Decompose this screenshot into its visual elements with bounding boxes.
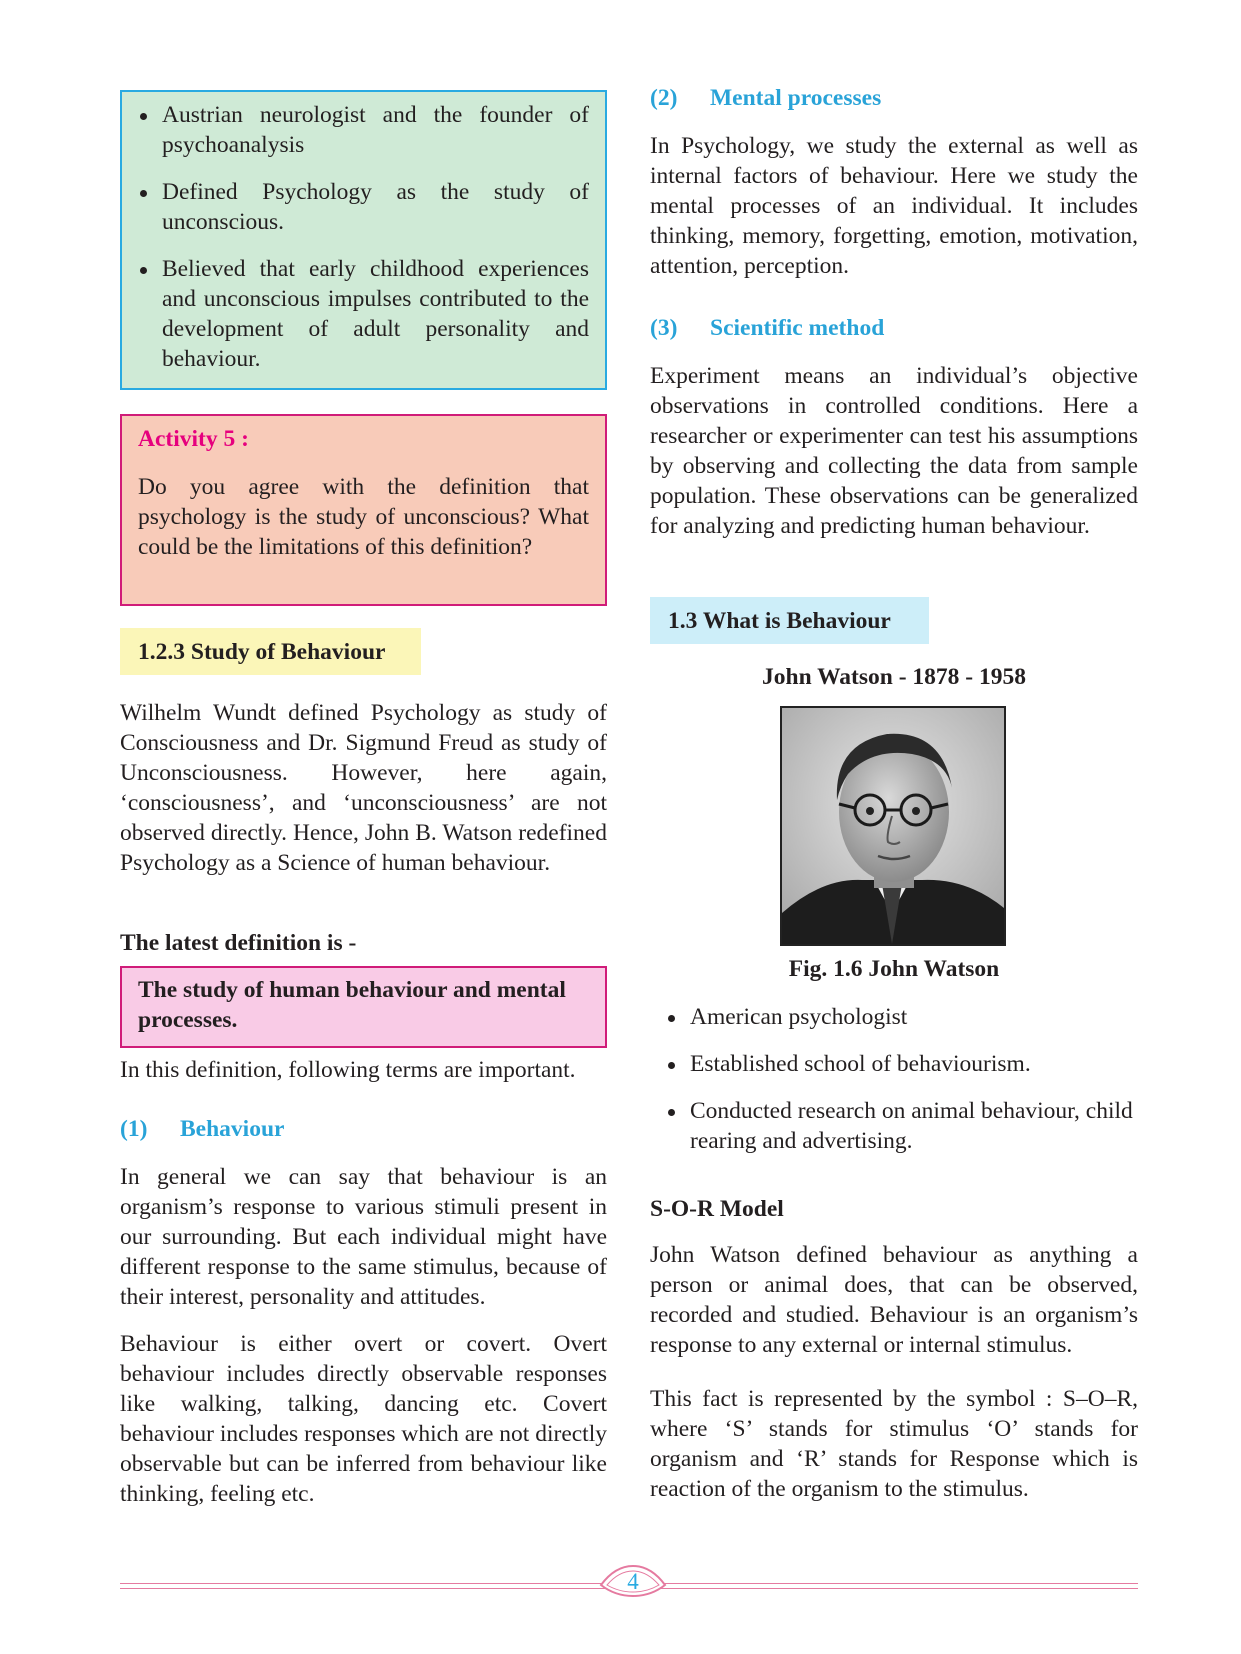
list-item: Established school of behaviourism. xyxy=(666,1049,1138,1079)
subheading-title: Behaviour xyxy=(180,1116,285,1142)
subheading-mental-processes xyxy=(650,83,881,113)
john-watson-photo xyxy=(780,706,1006,946)
scientific-method-paragraph: Experiment means an individual’s objective observations in controlled conditions. Here a researcher or experimenter can test his assumptions by observing and collecting the data from sample population. These observations can be generalized for analyzing and predicting human behaviour. xyxy=(650,363,1138,539)
subheading-number: (1) xyxy=(120,1116,148,1142)
sor-model-heading: S-O-R Model xyxy=(650,1196,784,1222)
mental-processes-paragraph: In Psychology, we study the external as well as internal factors of behaviour. Here we study the mental processes of an individual. It includes thinking, memory, forgetting, emotion, motivation, attention, perception. xyxy=(650,133,1138,279)
latest-definition-label: The latest definition is - xyxy=(120,930,357,956)
behaviour-paragraph-2: Behaviour is either overt or covert. Overt behaviour includes directly observable responses like walking, talking, dancing etc. Covert behaviour includes responses which are not directly observable but can be inferred from behaviour like thinking, feeling etc. xyxy=(120,1331,607,1507)
subheading-scientific-method xyxy=(650,313,884,343)
page-number: 4 xyxy=(627,1569,639,1594)
portrait-image xyxy=(782,708,1004,944)
subheading-number: (2) xyxy=(650,85,678,111)
list-item: American psychologist xyxy=(666,1002,1138,1032)
freud-info-box xyxy=(120,90,607,390)
watson-bullet-list xyxy=(666,1002,1138,1173)
study-of-behaviour-paragraph: Wilhelm Wundt defined Psychology as study of Consciousness and Dr. Sigmund Freud as study of Unconsciousness. However, here again, ‘consciousness’, and ‘unconsciousness’ are not observed directly. Hence, John B. Watson redefined Psychology as a Science of human behaviour. xyxy=(120,700,607,876)
figure-caption: Fig. 1.6 John Watson xyxy=(788,956,1000,982)
behaviour-paragraph-1: In general we can say that behaviour is an organism’s response to various stimuli present in our surrounding. But each individual might have different response to the same stimulus, because of their interest, personality and attitudes. xyxy=(120,1164,607,1310)
subheading-title: Scientific method xyxy=(710,315,885,341)
list-item: Austrian neurologist and the founder of psychoanalysis xyxy=(138,100,589,160)
activity-box xyxy=(120,414,607,606)
sor-paragraph-2: This fact is represented by the symbol : S–O–R, where ‘S’ stands for stimulus ‘O’ stands for organism and ‘R’ stands for Response which is reaction of the organism to the stimulus. xyxy=(650,1386,1138,1502)
terms-intro: In this definition, following terms are important. xyxy=(120,1057,576,1083)
activity-text: Do you agree with the definition that psychology is the study of unconscious? What could be the limitations of this definition? xyxy=(138,474,589,560)
watson-title: John Watson - 1878 - 1958 xyxy=(762,664,1026,690)
definition-box: The study of human behaviour and mental processes. xyxy=(120,966,607,1048)
sor-paragraph-1: John Watson defined behaviour as anything a person or animal does, that can be observed, recorded and studied. Behaviour is an organism’s response to any external or internal stimulus. xyxy=(650,1242,1138,1358)
activity-title: Activity 5 : xyxy=(138,426,249,452)
section-heading-what-is-behaviour: 1.3 What is Behaviour xyxy=(650,597,929,644)
list-item: Conducted research on animal behaviour, child rearing and advertising. xyxy=(666,1096,1138,1156)
subheading-behaviour xyxy=(120,1114,284,1144)
list-item: Believed that early childhood experiences and unconscious impulses contributed to the development of adult personality and behaviour. xyxy=(138,254,589,374)
list-item: Defined Psychology as the study of unconscious. xyxy=(138,177,589,237)
page-number-badge xyxy=(597,1562,669,1600)
subheading-number: (3) xyxy=(650,315,678,341)
section-heading-study-of-behaviour: 1.2.3 Study of Behaviour xyxy=(120,628,421,675)
subheading-title: Mental processes xyxy=(710,85,882,111)
